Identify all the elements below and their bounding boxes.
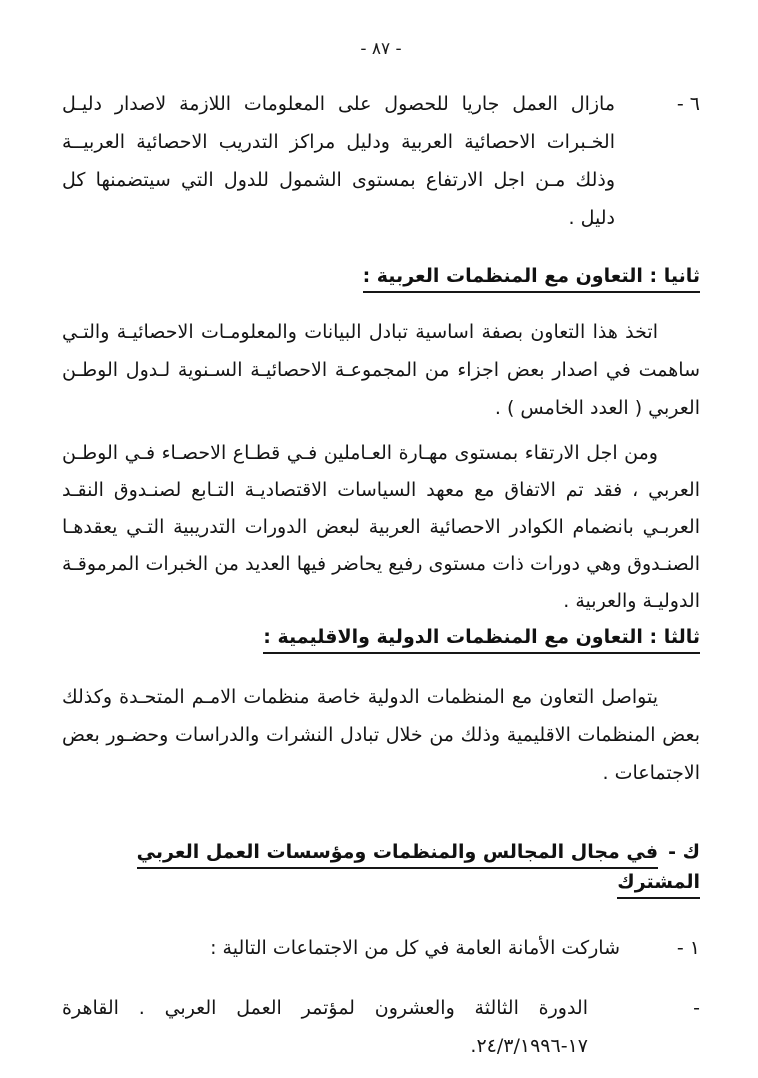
section-heading-international-orgs-text: ثالثا : التعاون مع المنظمات الدولية والاقليمية : — [263, 626, 700, 654]
paragraph-data-exchange: اتخذ هذا التعاون بصفة اساسية تبادل البيانات والمعلومـات الاحصائيـة والتـي ساهمت في اصدار بعض اجزاء من المجموعـة الاحصائيـة السـنوية لـدول الوطـن العربي ( العدد الخامس ) . — [62, 321, 700, 419]
section-heading-international-orgs — [62, 622, 700, 652]
dash-list-item — [62, 989, 700, 1065]
list-item-1-text: شاركت الأمانة العامة في كل من الاجتماعات التالية : — [210, 937, 620, 959]
paragraph-training-courses: ومن اجل الارتقاء بمستوى مهـارة العـاملين فـي قطـاع الاحصـاء فـي الوطـن العربي ، فقد تم الاتفاق مع معهد السياسات الاقتصاديـة التـابع لصنـدوق النقـد العربـي بانضمام الكوادر الاحصائية العربية لبعض الدورات التدريبية التـي يعقدهـا الصنـدوق وهي دورات ذات مستوى رفيع يحاضر فيها العديد من الخبرات المرموقـة الدوليـة والعربية . — [62, 442, 700, 612]
dash-list-item-text: الدورة الثالثة والعشرون لمؤتمر العمل العربي . القاهرة ١٧-٢٤/٣/١٩٩٦. — [62, 997, 588, 1057]
page-number: - ٨٧ - — [360, 39, 402, 59]
section-heading-joint-arab-action-text: في مجال المجالس والمنظمات ومؤسسات العمل العربي المشترك — [137, 841, 700, 899]
list-item-6 — [62, 85, 700, 237]
paragraph-international-cooperation: يتواصل التعاون مع المنظمات الدولية خاصة منظمات الامـم المتحـدة وكذلك بعض المنظمات الاقليمية وذلك من خلال تبادل النشرات والدراسات وحضـور بعض الاجتماعات . — [62, 686, 700, 784]
section-heading-arab-orgs — [62, 261, 700, 291]
list-item-1 — [62, 929, 700, 967]
section-heading-joint-arab-action-marker: ك - — [668, 841, 700, 863]
section-heading-joint-arab-action — [62, 837, 700, 897]
list-item-6-text: مازال العمل جاريا للحصول على المعلومات اللازمة لاصدار دليـل الخـبرات الاحصائية العربية ودليل مراكز التدريب الاحصائية العربيــة وذلك مـن اجل الارتفاع بمستوى الشمول للدول التي سيتضمنها كل دليل . — [62, 93, 615, 229]
dash-list-item-marker: - — [693, 997, 700, 1019]
list-item-1-marker: ١ - — [676, 937, 700, 959]
section-heading-arab-orgs-text: ثانيا : التعاون مع المنظمات العربية : — [363, 265, 700, 293]
list-item-6-marker: ٦ - — [676, 93, 700, 115]
